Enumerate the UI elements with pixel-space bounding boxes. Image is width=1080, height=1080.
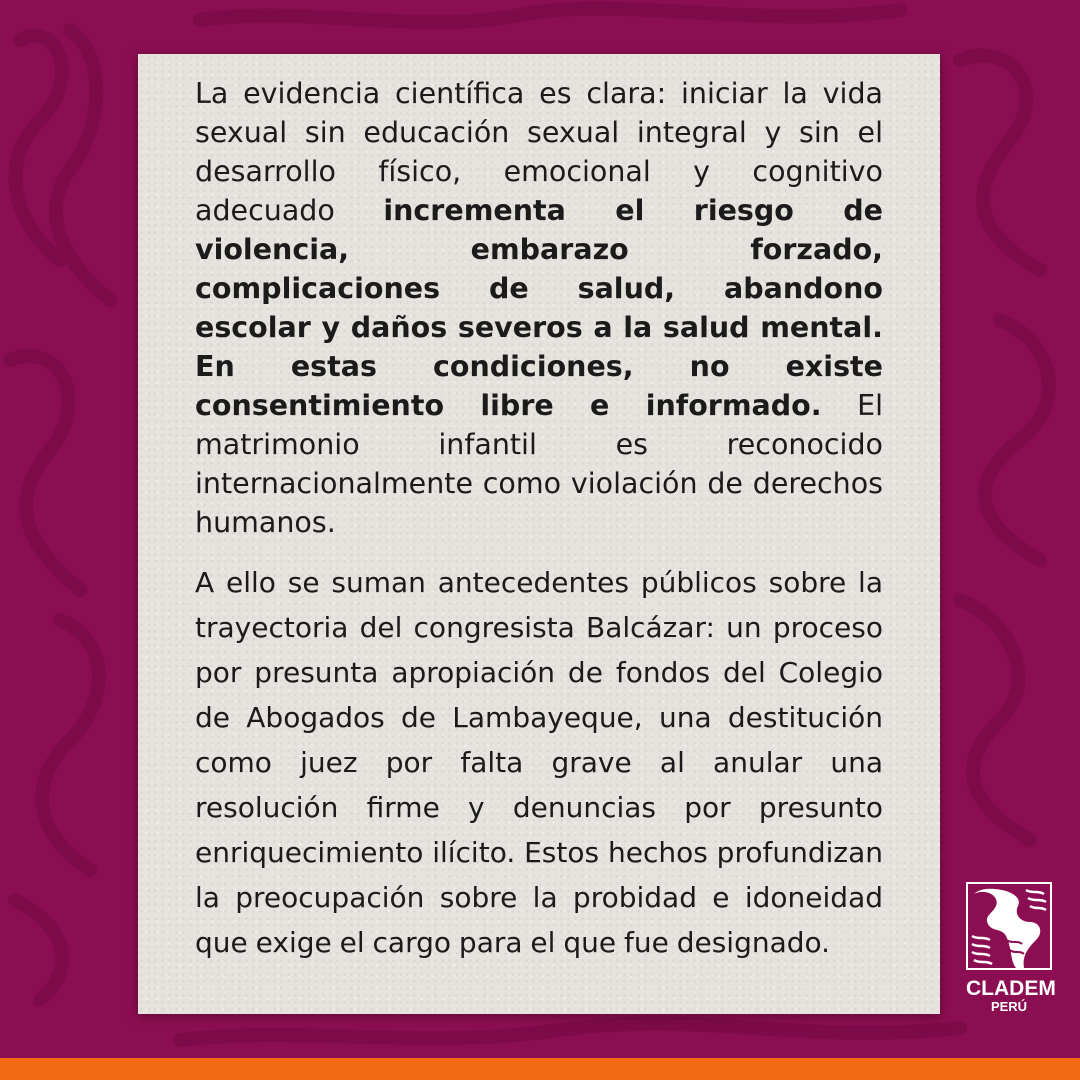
paragraph-background: A ello se suman antecedentes públicos sobre la trayectoria del congresista Balcázar: un proceso por presunta apropiación de fondos del Colegio de Abogados de Lambayeque, una destitución como juez por falta grave al anular una resolución firme y denuncias por presunto enriquecimiento ilícito. Estos hechos profundizan la preocupación sobre la probidad e idoneidad que exige el cargo para el que fue designado. [195, 566, 883, 959]
paragraph-evidence-intro: La evidencia científica es clara: iniciar la vida sexual sin educación sexual integral y sin el desarrollo físico, emocional y cognitivo adecuado [195, 77, 883, 227]
bottom-accent-bar [0, 1058, 1080, 1080]
paragraph-evidence-emphasis: incrementa el riesgo de violencia, embarazo forzado, complicaciones de salud, abandono escolar y daños severos a la salud mental. En estas condiciones, no existe consentimiento libre e informado. [195, 194, 884, 422]
paragraph-evidence-closing: El matrimonio infantil es reconocido internacionalmente como violación de derechos humanos. [195, 389, 883, 539]
cladem-americas-map-icon [966, 882, 1052, 972]
logo-country: PERÚ [990, 999, 1028, 1014]
paragraph-evidence [195, 74, 883, 542]
cladem-logo [966, 882, 1056, 1014]
logo-name: CLADEM [966, 977, 1056, 1000]
